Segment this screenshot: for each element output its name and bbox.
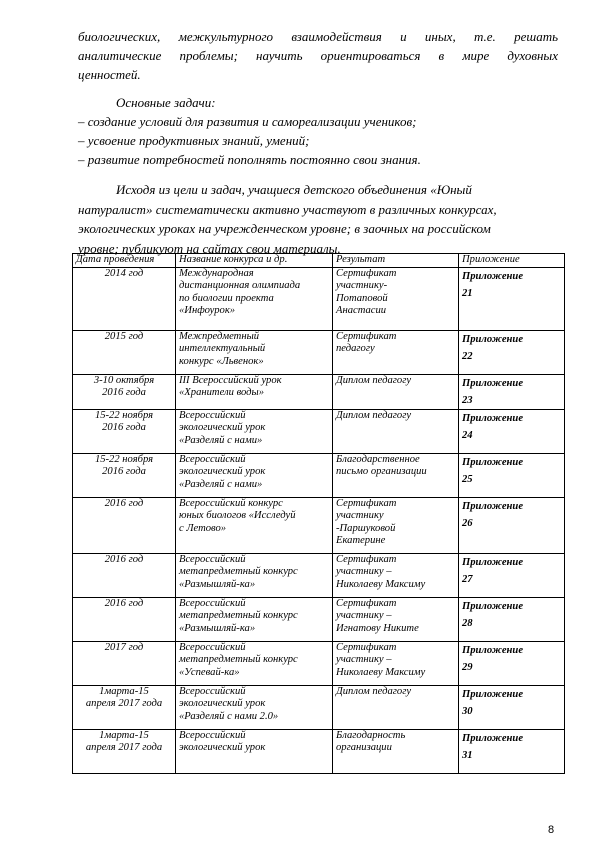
appendix-number: 23 <box>462 395 473 406</box>
appendix-number: 31 <box>462 750 473 761</box>
contest-name-cell: Международная дистанционная олимпиада по биологии проекта «Инфоурок» <box>176 268 333 331</box>
intro-paragraph-continued <box>78 27 558 84</box>
appendix-number: 21 <box>462 288 473 299</box>
result-cell: Благодарность организации <box>333 730 459 774</box>
appendix-label: Приложение <box>462 457 524 468</box>
table-row <box>73 554 565 598</box>
date-cell: 2016 год <box>73 598 176 642</box>
paragraph-line: аналитические проблемы; научить ориентироваться в мире духовных <box>78 48 558 63</box>
column-header-result: Результат <box>333 254 459 268</box>
date-cell: 15-22 ноября 2016 года <box>73 454 176 498</box>
appendix-cell <box>459 598 565 642</box>
appendix-number: 25 <box>462 474 473 485</box>
appendix-number: 28 <box>462 618 473 629</box>
appendix-cell <box>459 454 565 498</box>
appendix-label: Приложение <box>462 689 524 700</box>
table-header-row <box>73 254 565 268</box>
appendix-cell <box>459 642 565 686</box>
task-item: – создание условий для развития и самореализации учеников; <box>78 114 417 129</box>
appendix-number: 24 <box>462 430 473 441</box>
contest-name-cell: III Всероссийский урок «Хранители воды» <box>176 375 333 410</box>
appendix-number: 30 <box>462 706 473 717</box>
table-row <box>73 375 565 410</box>
page-number: 8 <box>548 824 555 836</box>
task-item: – усвоение продуктивных знаний, умений; <box>78 133 310 148</box>
contest-name-cell: Всероссийский метапредметный конкурс «Успевай-ка» <box>176 642 333 686</box>
contest-results-table <box>72 253 565 774</box>
date-cell: 1марта-15 апреля 2017 года <box>73 686 176 730</box>
date-cell: 2016 год <box>73 498 176 554</box>
result-cell: Диплом педагогу <box>333 375 459 410</box>
contest-name-cell: Межпредметный интеллектуальный конкурс «Львенок» <box>176 331 333 375</box>
appendix-label: Приложение <box>462 501 524 512</box>
table-row <box>73 410 565 454</box>
table-row <box>73 686 565 730</box>
appendix-cell <box>459 686 565 730</box>
result-cell: Сертификат участнику- Потаповой Анастасии <box>333 268 459 331</box>
result-cell: Сертификат участнику – Игнатову Никите <box>333 598 459 642</box>
column-header-date: Дата проведения <box>73 254 176 268</box>
appendix-cell <box>459 268 565 331</box>
result-cell: Диплом педагогу <box>333 686 459 730</box>
appendix-cell <box>459 331 565 375</box>
appendix-label: Приложение <box>462 601 524 612</box>
appendix-cell <box>459 375 565 410</box>
appendix-cell <box>459 730 565 774</box>
task-item: – развитие потребностей пополнять постоянно свои знания. <box>78 152 421 167</box>
participation-paragraph <box>78 180 558 258</box>
table-row <box>73 642 565 686</box>
date-cell: 2017 год <box>73 642 176 686</box>
result-cell: Сертификат педагогу <box>333 331 459 375</box>
date-cell: 15-22 ноября 2016 года <box>73 410 176 454</box>
appendix-cell <box>459 554 565 598</box>
contest-name-cell: Всероссийский экологический урок «Разделяй с нами» <box>176 410 333 454</box>
appendix-number: 29 <box>462 662 473 673</box>
contest-name-cell: Всероссийский метапредметный конкурс «Размышляй-ка» <box>176 598 333 642</box>
contest-name-cell: Всероссийский экологический урок <box>176 730 333 774</box>
appendix-label: Приложение <box>462 557 524 568</box>
appendix-label: Приложение <box>462 645 524 656</box>
contest-name-cell: Всероссийский экологический урок «Разделяй с нами 2.0» <box>176 686 333 730</box>
tasks-heading: Основные задачи: <box>116 95 216 110</box>
tasks-block <box>78 93 558 169</box>
appendix-cell <box>459 410 565 454</box>
paragraph-line: уровне; публикуют на сайтах свои материалы. <box>78 240 341 256</box>
appendix-number: 22 <box>462 351 473 362</box>
contest-name-cell: Всероссийский экологический урок «Разделяй с нами» <box>176 454 333 498</box>
table-row <box>73 454 565 498</box>
contest-name-cell: Всероссийский метапредметный конкурс «Размышляй-ка» <box>176 554 333 598</box>
date-cell: 3-10 октября 2016 года <box>73 375 176 410</box>
date-cell: 2016 год <box>73 554 176 598</box>
appendix-cell <box>459 498 565 554</box>
paragraph-line: Исходя из цели и задач, учащиеся детского объединения «Юный <box>116 182 472 197</box>
contest-name-cell: Всероссийский конкурс юных биологов «Исследуй с Летово» <box>176 498 333 554</box>
table-row <box>73 730 565 774</box>
date-cell: 2015 год <box>73 331 176 375</box>
appendix-label: Приложение <box>462 413 524 424</box>
date-cell: 2014 год <box>73 268 176 331</box>
date-cell: 1марта-15 апреля 2017 года <box>73 730 176 774</box>
table-row <box>73 331 565 375</box>
paragraph-line: экологических уроках на учрежденческом уровне; в заочных на российском <box>78 221 491 236</box>
table-row <box>73 598 565 642</box>
result-cell: Сертификат участнику – Николаеву Максиму <box>333 554 459 598</box>
appendix-label: Приложение <box>462 271 524 282</box>
result-cell: Благодарственное письмо организации <box>333 454 459 498</box>
result-cell: Сертификат участнику – Николаеву Максиму <box>333 642 459 686</box>
paragraph-line: биологических, межкультурного взаимодействия и иных, т.е. решать <box>78 29 558 44</box>
appendix-number: 27 <box>462 574 473 585</box>
appendix-label: Приложение <box>462 334 524 345</box>
table-row <box>73 498 565 554</box>
appendix-number: 26 <box>462 518 473 529</box>
column-header-appendix: Приложение <box>459 254 565 268</box>
paragraph-line: ценностей. <box>78 67 141 82</box>
paragraph-line: натуралист» систематически активно участвуют в различных конкурсах, <box>78 201 497 217</box>
table-row <box>73 268 565 331</box>
result-cell: Сертификат участнику -Паршуковой Екатерине <box>333 498 459 554</box>
result-cell: Диплом педагогу <box>333 410 459 454</box>
appendix-label: Приложение <box>462 733 524 744</box>
appendix-label: Приложение <box>462 378 524 389</box>
column-header-name: Название конкурса и др. <box>176 254 333 268</box>
